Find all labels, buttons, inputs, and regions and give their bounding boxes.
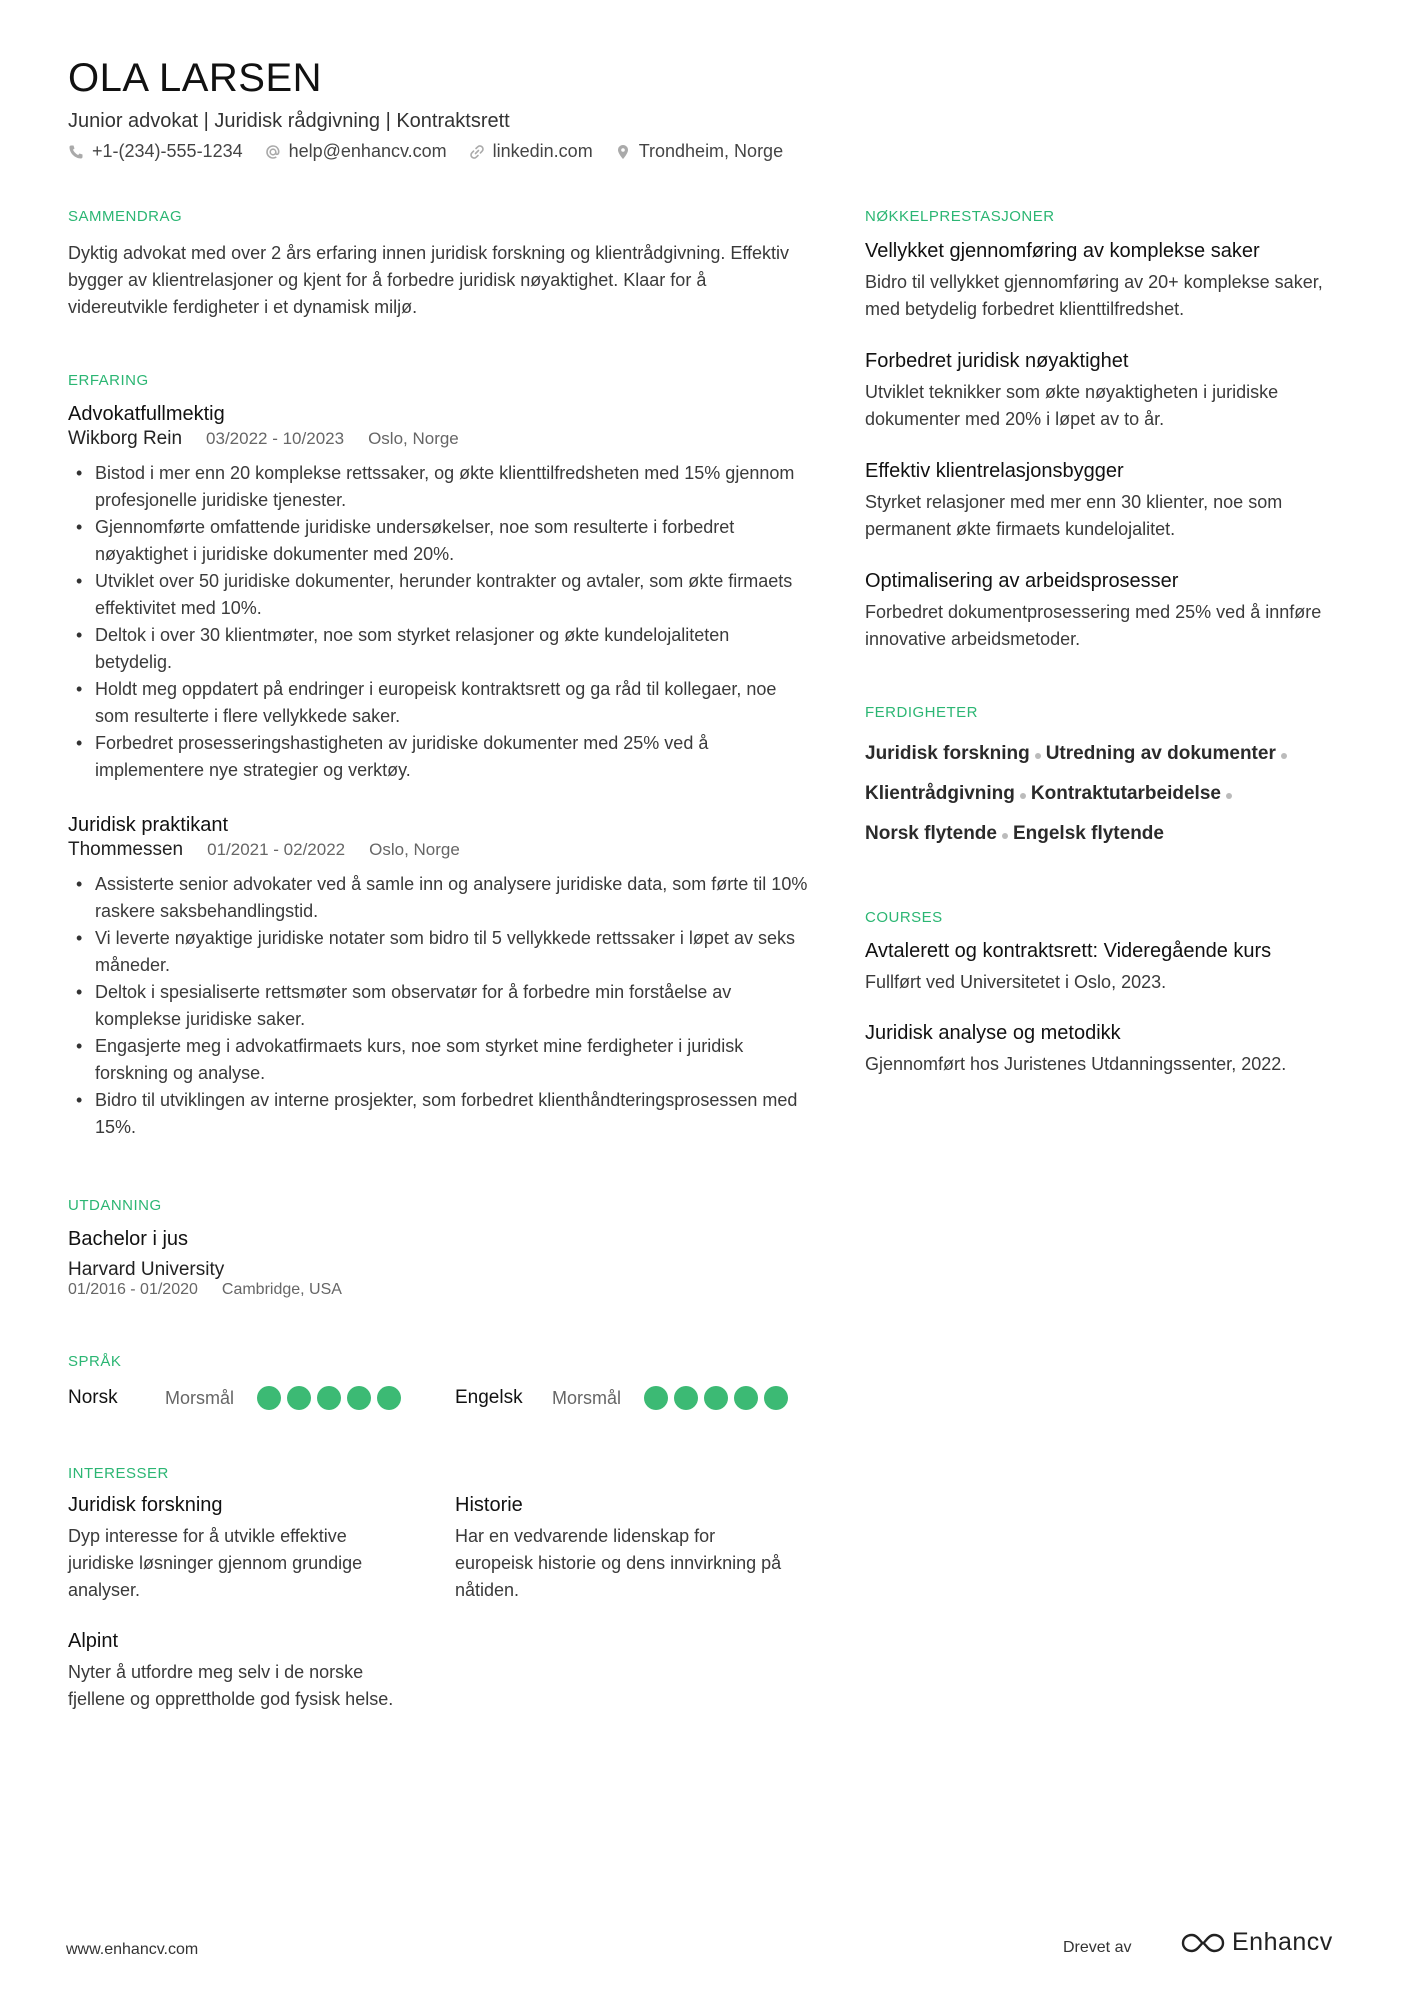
rating-dot — [644, 1386, 668, 1410]
skill-tag: Juridisk forskning — [865, 743, 1030, 764]
location-pin-icon — [615, 144, 631, 160]
course-text: Gjennomført hos Juristenes Utdanningssenter, 2022. — [865, 1054, 1287, 1074]
achievement-item — [865, 570, 1345, 653]
job-bullet: • Vi leverte nøyaktige juridiske notater som bidro til 5 vellykkede rettssaker i løpet av seks måneder. — [68, 925, 808, 979]
candidate-name: OLA LARSEN — [68, 56, 323, 100]
job-bullet: • Assisterte senior advokater ved å samle inn og analysere juridiske data, som førte til 10% raskere saksbehandlingstid. — [68, 871, 808, 925]
rating-dot — [257, 1386, 281, 1410]
achievement-title: Vellykket gjennomføring av komplekse saker — [865, 240, 1260, 262]
contact-bar — [68, 141, 783, 162]
job-bullet: • Bidro til utviklingen av interne prosjekter, som forbedret klienthåndteringsprosessen med 15%. — [68, 1087, 808, 1141]
skill-separator — [1281, 753, 1287, 759]
section-title-languages: SPRÅK — [68, 1353, 122, 1370]
skills-row — [865, 734, 1345, 774]
experience-item — [68, 814, 808, 1141]
language-rating — [644, 1386, 788, 1410]
interest-title: Alpint — [68, 1630, 119, 1652]
interest-text: Dyp interesse for å utvikle effektive juridiske løsninger gjennom grundige analyser. — [68, 1526, 363, 1600]
job-bullet: • Forbedret prosesseringshastigheten av juridiske dokumenter med 25% ved å implementere nye strategier og verktøy. — [68, 730, 808, 784]
enhancv-logo[interactable] — [1180, 1928, 1333, 1957]
link-icon — [469, 144, 485, 160]
section-title-skills: FERDIGHETER — [865, 704, 979, 721]
skill-separator — [1020, 793, 1026, 799]
interest-text: Har en vedvarende lidenskap for europeisk historie og dens innvirkning på nåtiden. — [455, 1526, 782, 1600]
edu-meta — [68, 1281, 342, 1299]
achievement-text: Forbedret dokumentprosessering med 25% ved å innføre innovative arbeidsmetoder. — [865, 602, 1322, 649]
interest-text: Nyter å utfordre meg selv i de norske fjellene og opprettholde god fysisk helse. — [68, 1662, 394, 1709]
edu-degree: Bachelor i jus — [68, 1228, 189, 1250]
phone-icon — [68, 144, 84, 160]
job-bullets — [68, 871, 808, 1141]
job-dates: 01/2021 - 02/2022 — [207, 840, 346, 859]
interest-item — [68, 1494, 408, 1604]
language-item — [68, 1386, 401, 1410]
linkedin-text: linkedin.com — [492, 141, 593, 161]
language-rating — [257, 1386, 401, 1410]
achievement-title: Forbedret juridisk nøyaktighet — [865, 350, 1129, 372]
education-item — [68, 1228, 342, 1299]
achievement-item — [865, 460, 1345, 543]
job-bullet: • Utviklet over 50 juridiske dokumenter, herunder kontrakter og avtaler, som økte firmaets effektivitet med 10%. — [68, 568, 808, 622]
section-title-courses: COURSES — [865, 909, 943, 926]
section-title-education: UTDANNING — [68, 1197, 162, 1214]
headline: Junior advokat | Juridisk rådgivning | Kontraktsrett — [68, 110, 510, 132]
skill-tag: Utredning av dokumenter — [1045, 743, 1276, 764]
language-name: Norsk — [68, 1387, 118, 1408]
footer-powered-by: Drevet av — [1063, 1939, 1132, 1956]
section-title-interests: INTERESSER — [68, 1465, 169, 1482]
course-title: Juridisk analyse og metodikk — [865, 1022, 1121, 1044]
contact-linkedin[interactable] — [469, 141, 593, 162]
footer-url[interactable]: www.enhancv.com — [66, 1941, 199, 1958]
contact-location — [615, 141, 783, 162]
rating-dot — [287, 1386, 311, 1410]
course-text: Fullført ved Universitetet i Oslo, 2023. — [865, 972, 1167, 992]
job-title: Juridisk praktikant — [68, 814, 229, 836]
achievement-text: Utviklet teknikker som økte nøyaktigheten i juridiske dokumenter med 20% i løpet av to år. — [865, 382, 1279, 429]
job-location: Oslo, Norge — [369, 840, 460, 859]
job-meta — [68, 839, 808, 861]
section-title-summary: SAMMENDRAG — [68, 208, 183, 225]
course-item — [865, 1022, 1345, 1078]
experience-item — [68, 403, 808, 784]
job-bullet: • Deltok i over 30 klientmøter, noe som styrket relasjoner og økte kundelojaliteten betydelig. — [68, 622, 808, 676]
skill-separator — [1002, 833, 1008, 839]
skills-row — [865, 814, 1345, 854]
rating-dot — [704, 1386, 728, 1410]
achievement-text: Styrket relasjoner med mer enn 30 klienter, noe som permanent økte firmaets kundelojalitet. — [865, 492, 1283, 539]
job-company: Thommessen — [68, 839, 184, 860]
language-level: Morsmål — [165, 1387, 235, 1408]
section-title-achievements: NØKKELPRESTASJONER — [865, 208, 1055, 225]
job-bullet: • Engasjerte meg i advokatfirmaets kurs, noe som styrket mine ferdigheter i juridisk forskning og analyse. — [68, 1033, 808, 1087]
language-item — [455, 1386, 788, 1410]
language-name: Engelsk — [455, 1387, 523, 1408]
enhancv-logo-icon — [1180, 1930, 1226, 1956]
edu-school: Harvard University — [68, 1259, 225, 1280]
skill-tag: Klientrådgivning — [865, 783, 1015, 804]
job-bullets — [68, 460, 808, 784]
job-bullet: • Bistod i mer enn 20 komplekse rettssaker, og økte klienttilfredsheten med 15% gjennom profesjonelle juridiske tjenester. — [68, 460, 808, 514]
interest-title: Historie — [455, 1494, 523, 1516]
achievement-text: Bidro til vellykket gjennomføring av 20+ komplekse saker, med betydelig forbedret klienttilfredshet. — [865, 272, 1323, 319]
contact-email[interactable] — [265, 141, 447, 162]
phone-text: +1-(234)-555-1234 — [92, 141, 243, 161]
interest-title: Juridisk forskning — [68, 1494, 223, 1516]
course-item — [865, 940, 1345, 996]
achievement-title: Effektiv klientrelasjonsbygger — [865, 460, 1124, 482]
rating-dot — [347, 1386, 371, 1410]
enhancv-logo-text: Enhancv — [1232, 1928, 1333, 1956]
achievement-title: Optimalisering av arbeidsprosesser — [865, 570, 1179, 592]
interest-item — [68, 1630, 408, 1713]
location-text: Trondheim, Norge — [638, 141, 784, 161]
rating-dot — [377, 1386, 401, 1410]
language-level: Morsmål — [552, 1387, 622, 1408]
contact-phone[interactable] — [68, 141, 243, 162]
skills-row — [865, 774, 1345, 814]
skill-tag: Norsk flytende — [865, 823, 997, 844]
skill-tag: Engelsk flytende — [1012, 823, 1164, 844]
job-bullet: • Deltok i spesialiserte rettsmøter som observatør for å forbedre min forståelse av komplekse juridiske saker. — [68, 979, 808, 1033]
edu-location: Cambridge, USA — [221, 1281, 342, 1298]
email-text: help@enhancv.com — [288, 141, 447, 161]
achievement-item — [865, 350, 1345, 433]
rating-dot — [674, 1386, 698, 1410]
job-company: Wikborg Rein — [68, 428, 183, 449]
achievement-item — [865, 240, 1345, 323]
skills-list — [865, 734, 1345, 854]
edu-dates: 01/2016 - 01/2020 — [68, 1281, 198, 1298]
section-title-experience: ERFARING — [68, 372, 149, 389]
rating-dot — [734, 1386, 758, 1410]
job-title: Advokatfullmektig — [68, 403, 225, 425]
job-dates: 03/2022 - 10/2023 — [206, 429, 345, 448]
summary-text: Dyktig advokat med over 2 års erfaring innen juridisk forskning og klientrådgivning. Effektiv bygger av klientrelasjoner og kjent for å forbedre juridisk nøyaktighet. Klaar for å videreutvikle ferdigheter i et dynamisk miljø. — [68, 243, 790, 317]
job-bullet: • Holdt meg oppdatert på endringer i europeisk kontraktsrett og ga råd til kollegaer, noe som resulterte i flere vellykkede saker. — [68, 676, 808, 730]
at-icon — [265, 144, 281, 160]
rating-dot — [764, 1386, 788, 1410]
rating-dot — [317, 1386, 341, 1410]
skill-separator — [1226, 793, 1232, 799]
job-bullet: • Gjennomførte omfattende juridiske undersøkelser, noe som resulterte i forbedret nøyaktighet i juridiske dokumenter med 20%. — [68, 514, 808, 568]
job-meta — [68, 428, 808, 450]
skill-tag: Kontraktutarbeidelse — [1030, 783, 1221, 804]
interest-item — [455, 1494, 795, 1604]
skill-separator — [1035, 753, 1041, 759]
course-title: Avtalerett og kontraktsrett: Videregående kurs — [865, 940, 1272, 962]
job-location: Oslo, Norge — [368, 429, 459, 448]
